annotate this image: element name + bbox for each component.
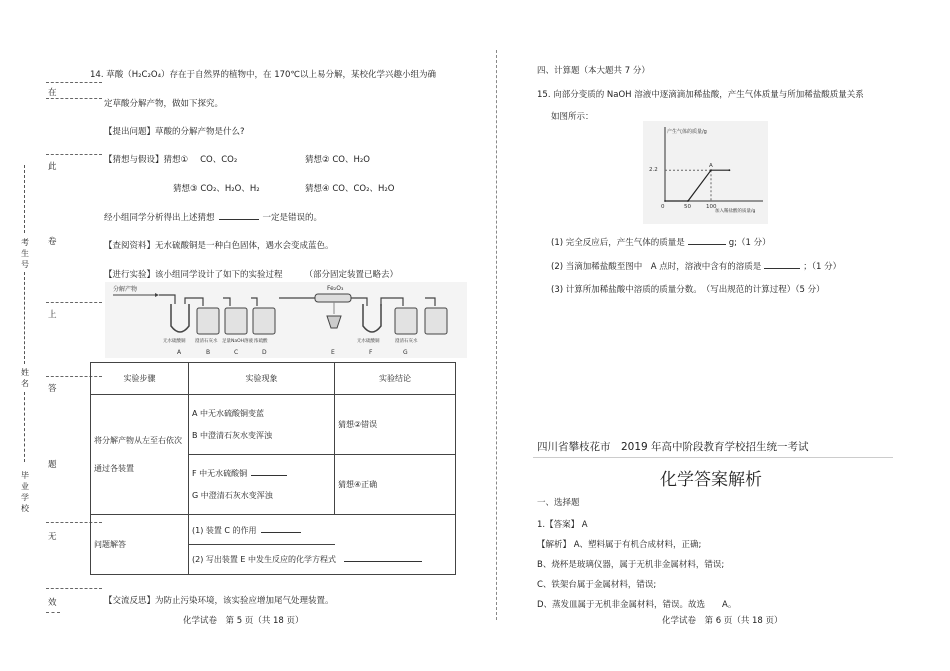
reflection-line: 【交流反思】为防止污染环境，该实验应增加尾气处理装置。 (104, 596, 334, 606)
binding-label-8: 效 (48, 598, 57, 608)
sub1-blank[interactable] (688, 236, 726, 245)
hypothesis-2: 猜想② CO、H₂O (305, 155, 370, 165)
qa-cell: (1) 装置 C 的作用 (2) 写出装置 E 中发生反应的化学方程式 (189, 515, 456, 575)
graph-point-label: A (709, 163, 713, 170)
graph-x-tick-50: 50 (684, 204, 691, 210)
page-divider (496, 50, 497, 620)
letter-e: E (331, 349, 335, 356)
student-name-label: 姓名 (21, 368, 29, 388)
graph-y-label: 产生气体的质量/g (667, 129, 707, 135)
q15-sub2: (2) 当滴加稀盐酸至图中 A 点时，溶液中含有的溶质是 ；（1 分） (551, 262, 842, 272)
exam-number-label: 考生号 (21, 238, 29, 269)
school-label: 毕业学校 (21, 471, 29, 513)
graph-y-tick: 2.2 (649, 167, 658, 173)
letter-c: C (234, 349, 239, 356)
conclusion-cell-2: 猜想④正确 (335, 455, 456, 515)
answer-header: 四川省攀枝花市 2019 年高中阶段教育学校招生统一考试 (537, 441, 809, 453)
letter-f: F (369, 349, 373, 356)
binding-label-4: 上 (48, 310, 57, 320)
hypothesis-4: 猜想④ CO、CO₂、H₂O (305, 184, 395, 194)
sub2-blank[interactable] (764, 260, 800, 269)
q15-graph-svg (643, 121, 768, 224)
observation-cell-1: A 中无水硫酸铜变蓝 B 中澄清石灰水变浑浊 (189, 395, 335, 455)
letter-a: A (177, 349, 182, 356)
table-header-observation: 实验现象 (189, 363, 335, 395)
answer-title: 化学答案解析 (660, 470, 762, 490)
device-c-shape (225, 308, 247, 334)
observation-cell-2: F 中无水硫酸铜 G 中澄清石灰水变浑浊 (189, 455, 335, 515)
right-footer: 化学试卷 第 6 页（共 18 页） (662, 616, 783, 626)
apparatus-reagent-label: Fe₂O₃ (327, 285, 344, 292)
apparatus-svg (105, 282, 467, 358)
caption-d: 浓硫酸 (254, 339, 268, 344)
conclusion-cell-1: 猜想②错误 (335, 395, 456, 455)
q15-sub3: (3) 计算所加稀盐酸中溶质的质量分数。 （写出规范的计算过程）（5 分） (551, 285, 825, 295)
graph-x-tick-100: 100 (706, 204, 717, 210)
qa1-blank[interactable] (261, 524, 301, 533)
binding-label-3: 卷 (48, 237, 57, 247)
info-line: 【查阅资料】无水硫酸铜是一种白色固体，遇水会变成蓝色。 (104, 241, 334, 251)
table-header-step: 实验步骤 (91, 363, 189, 395)
caption-f: 无水硫酸铜 (357, 339, 380, 344)
analysis-line-c: C、铁架台属于金属材料，错误; (537, 580, 657, 590)
device-a-shape (171, 304, 189, 332)
device-d-shape (253, 308, 275, 334)
caption-c: 足量NaOH溶液 (222, 339, 254, 344)
binding-label-6: 题 (48, 460, 57, 470)
caption-b: 澄清石灰水 (195, 339, 218, 344)
letter-b: B (206, 349, 211, 356)
analysis-line-d: D、蒸发皿属于无机非金属材料，错误。故选 A。 (537, 600, 737, 610)
binding-label-7: 无 (48, 532, 57, 542)
binding-label-1: 在 (48, 88, 57, 98)
graph-point-3 (729, 169, 731, 171)
binding-label-5: 答 (48, 384, 57, 394)
q14-question: 【提出问题】草酸的分解产物是什么? (104, 127, 245, 137)
graph-point-0 (664, 200, 666, 202)
hypothesis-row-1: 【猜想与假设】猜想① CO、CO₂ (104, 155, 238, 165)
answer-1: 1.【答案】 A (537, 520, 588, 530)
binding-label-2: 此 (48, 162, 57, 172)
section-4-heading: 四、计算题（本大题共 7 分） (537, 66, 650, 76)
q15-line2: 如图所示： (551, 112, 594, 122)
device-g-shape (395, 308, 417, 334)
device-f-shape (363, 304, 381, 332)
table-step-cell: 将分解产物从左至右依次通过各装置 (91, 395, 189, 515)
q15-graph (643, 121, 768, 224)
graph-x-label: 加入稀盐酸的质量/g (715, 209, 756, 214)
device-e-tube (315, 294, 351, 302)
device-b-shape (197, 308, 219, 334)
graph-series-line (665, 170, 729, 201)
observation-blank[interactable] (251, 467, 287, 476)
q15-line1: 15. 向部分变质的 NaOH 溶液中逐滴滴加稀盐酸，产生气体质量与所加稀盐酸质量关系 (537, 90, 864, 100)
q14-line2: 定草酸分解产物，做如下探究。 (104, 99, 224, 109)
caption-a: 无水硫酸铜 (163, 339, 186, 344)
device-e-lamp (327, 316, 341, 328)
qa2-blank[interactable] (344, 553, 422, 562)
letter-d: D (262, 349, 267, 356)
q15-sub1: (1) 完全反应后，产生气体的质量是 g;（1 分） (551, 238, 771, 248)
experiment-table (90, 362, 456, 575)
section-1-heading: 一、选择题 (537, 498, 580, 508)
analysis-blank[interactable] (219, 211, 259, 220)
experiment-line: 【进行实验】该小组同学设计了如下的实验过程 （部分固定装置已略去） (104, 270, 399, 280)
hypothesis-3: 猜想③ CO₂、H₂O、H₂ (173, 184, 260, 194)
q14-line1: 14. 草酸（H₂C₂O₄）存在于自然界的植物中，在 170℃以上易分解，某校化学兴趣小组为确 (90, 70, 436, 80)
analysis-line: 经小组同学分析得出上述猜想 一定是错误的。 (104, 213, 323, 223)
qa-label-cell: 问题解答 (91, 515, 189, 575)
analysis-line-b: B、烧杯是玻璃仪器，属于无机非金属材料，错误; (537, 560, 725, 570)
apparatus-inlet-label: 分解产物 (113, 286, 138, 293)
graph-point-1 (687, 200, 689, 202)
analysis-line-a: 【解析】 A、塑料属于有机合成材料，正确; (537, 540, 702, 550)
device-extra-bottle (425, 308, 447, 334)
table-header-conclusion: 实验结论 (335, 363, 456, 395)
caption-g: 澄清石灰水 (395, 339, 418, 344)
letter-g: G (403, 349, 408, 356)
graph-x-tick-0: 0 (661, 204, 665, 210)
graph-point-2 (710, 169, 712, 171)
apparatus-diagram (105, 282, 467, 358)
left-footer: 化学试卷 第 5 页（共 18 页） (183, 616, 304, 626)
